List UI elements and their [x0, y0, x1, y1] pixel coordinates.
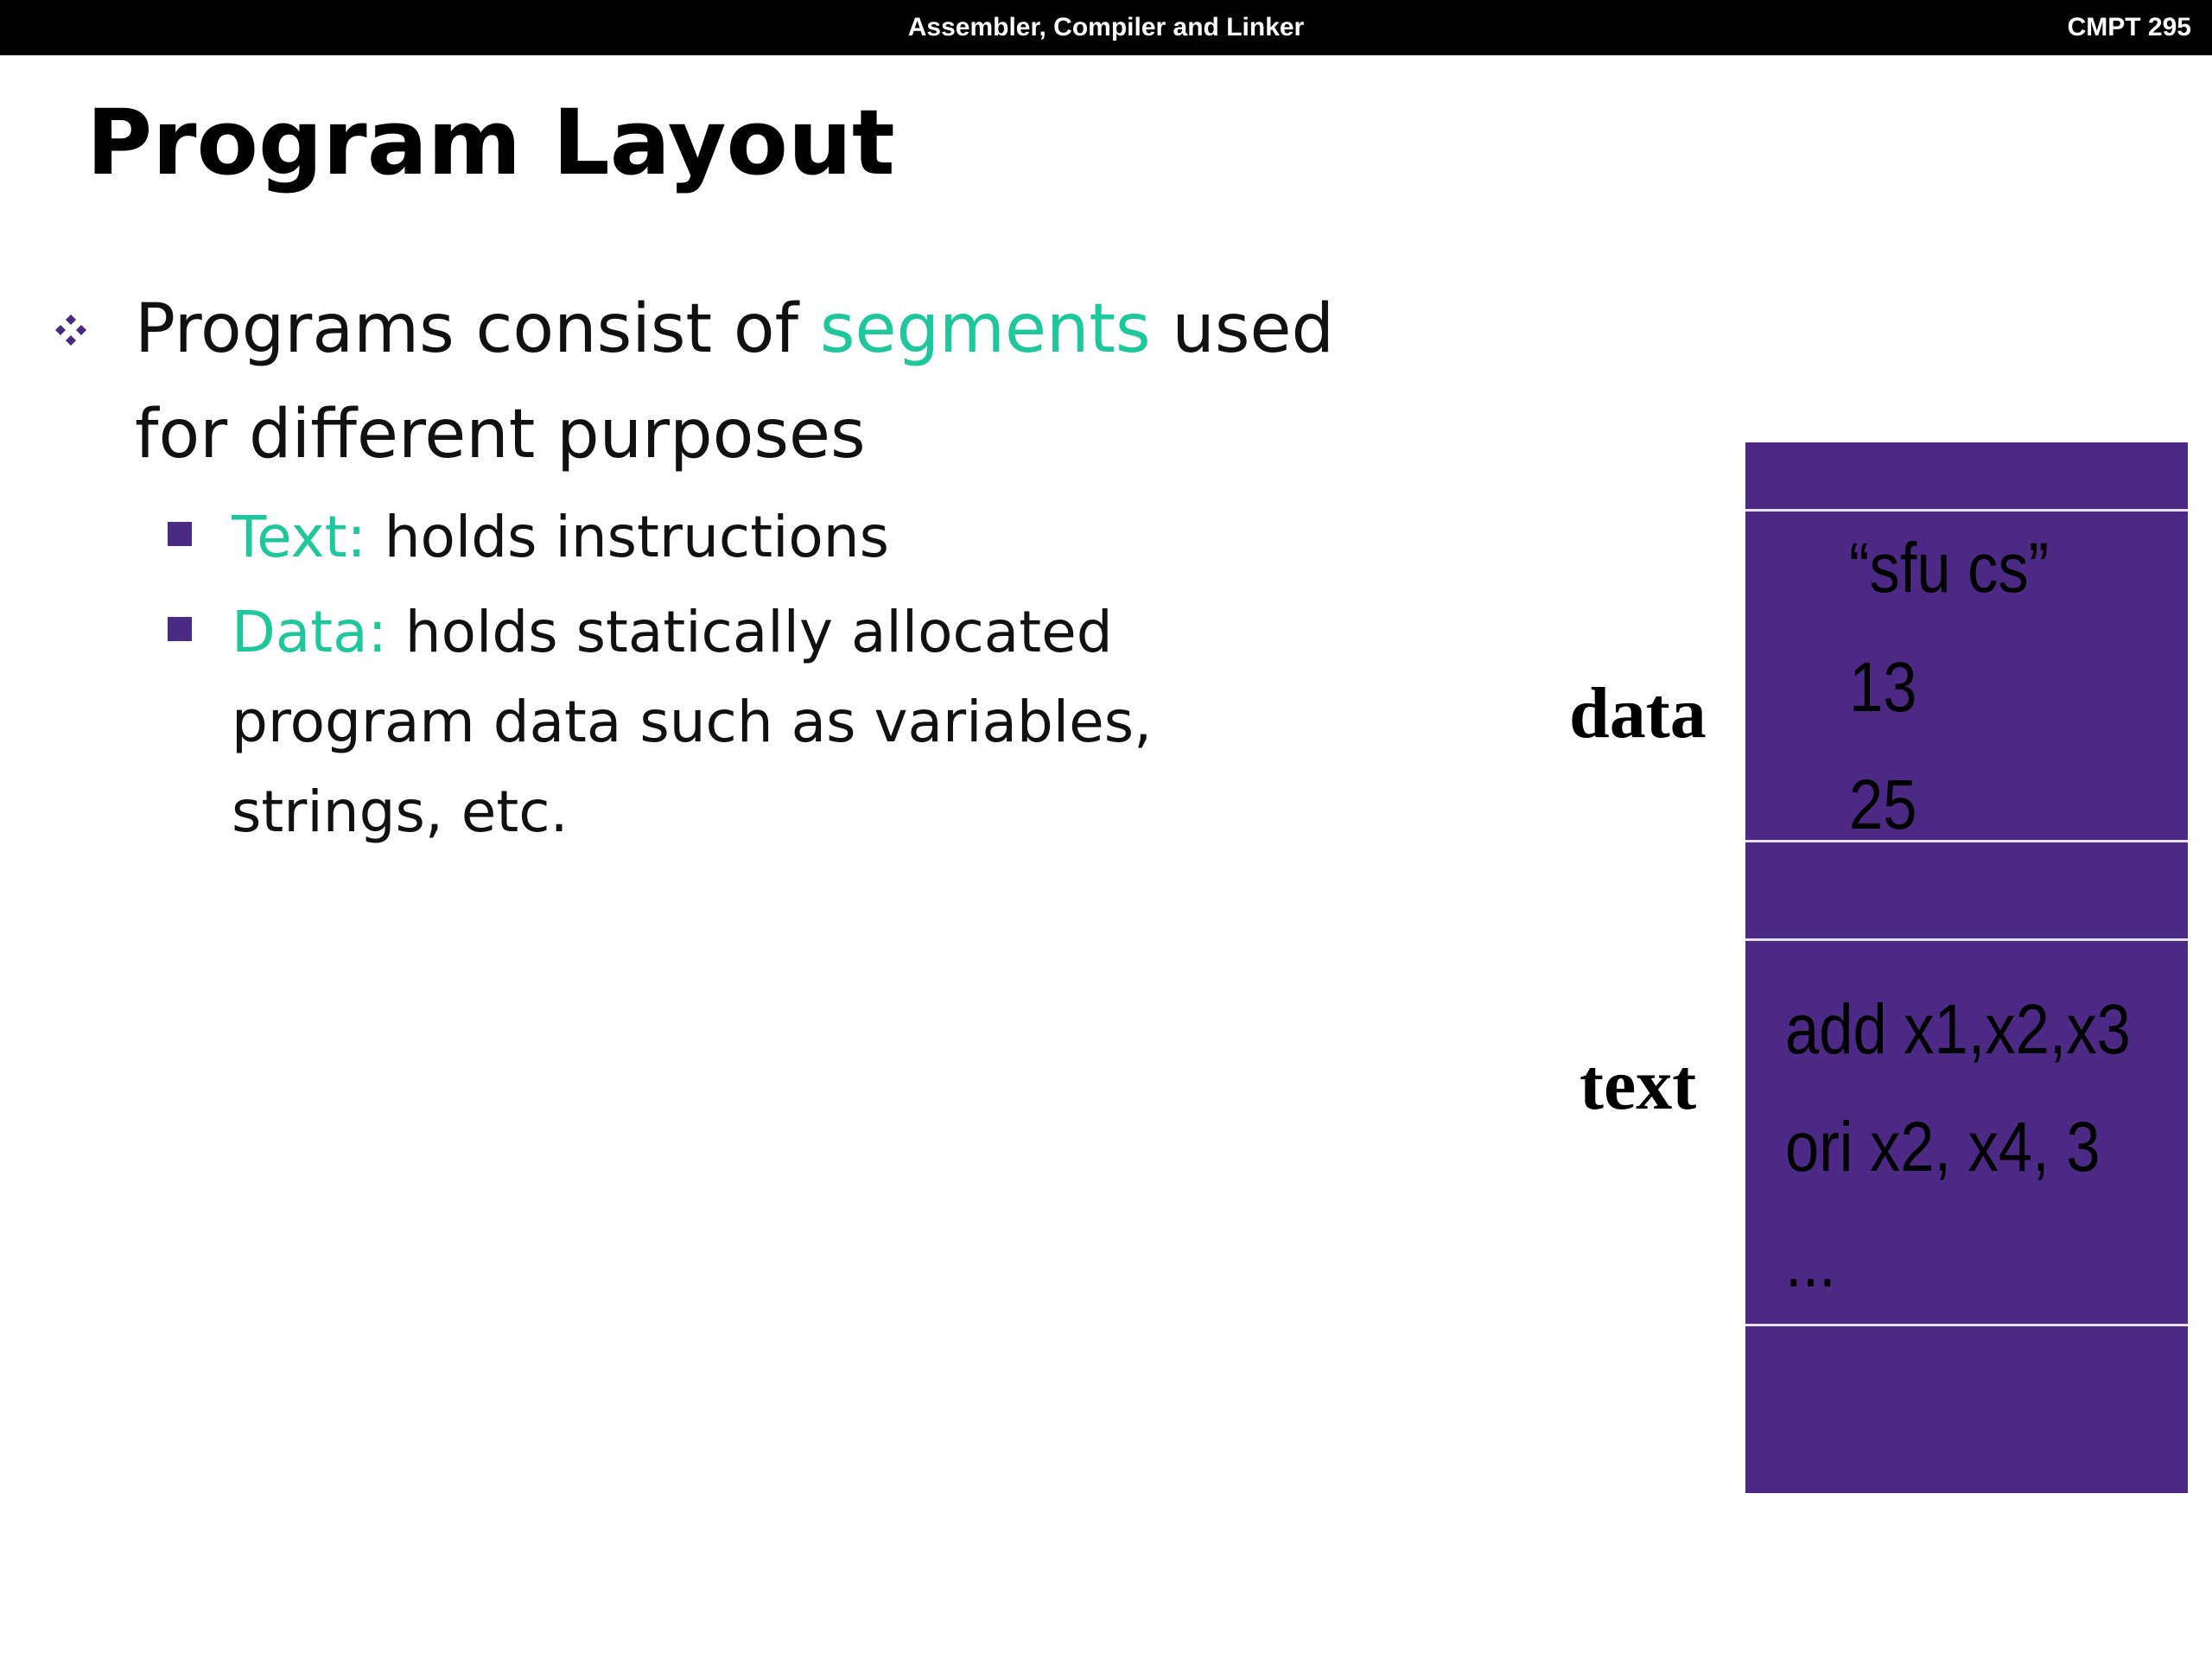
- four-diamond-icon: [52, 309, 90, 347]
- bullet-list: [52, 276, 1452, 857]
- sub-bullet-term-data: Data:: [232, 599, 387, 665]
- sub-bullet-data-segment: [232, 588, 1303, 857]
- page-title: Program Layout: [86, 90, 895, 195]
- data-item: 13: [1849, 648, 1917, 727]
- memory-layout-diagram: [1745, 442, 2188, 1493]
- sub-bullet-term-text: Text:: [232, 504, 366, 570]
- segment-divider: [1745, 840, 2188, 842]
- bullet-text-line2: for different purposes: [135, 396, 866, 474]
- sub-bullet-desc-data-line2: program data such as variables,: [232, 689, 1153, 755]
- text-item: add x1,x2,x3: [1785, 990, 2131, 1069]
- segment-divider: [1745, 1324, 2188, 1326]
- course-title: Assembler, Compiler and Linker: [907, 13, 1305, 41]
- sub-bullet-desc-data-line3: strings, etc.: [232, 779, 569, 845]
- bullet-text-part1: Programs consist of: [135, 290, 820, 368]
- bullet-highlight-segments: segments: [819, 290, 1151, 368]
- text-item: ori x2, x4, 3: [1785, 1108, 2101, 1186]
- sub-bullet-desc-data: holds statically allocated: [386, 599, 1113, 665]
- sub-bullet-desc-text: holds instructions: [365, 504, 889, 570]
- square-bullet-icon: [168, 617, 192, 641]
- text-item: ...: [1785, 1224, 1836, 1302]
- bullet-text-part2: used: [1150, 290, 1335, 368]
- data-item: 25: [1849, 766, 1917, 844]
- course-code: CMPT 295: [2067, 13, 2191, 41]
- data-item: “sfu cs”: [1849, 529, 2050, 607]
- sub-bullet-text-segment: [232, 493, 1303, 582]
- segment-divider: [1745, 509, 2188, 512]
- square-bullet-icon: [168, 522, 192, 546]
- segment-divider: [1745, 938, 2188, 941]
- data-segment-label: data: [1569, 673, 1707, 753]
- text-segment-label: text: [1580, 1045, 1697, 1125]
- bullet-item-segments: [52, 276, 1452, 487]
